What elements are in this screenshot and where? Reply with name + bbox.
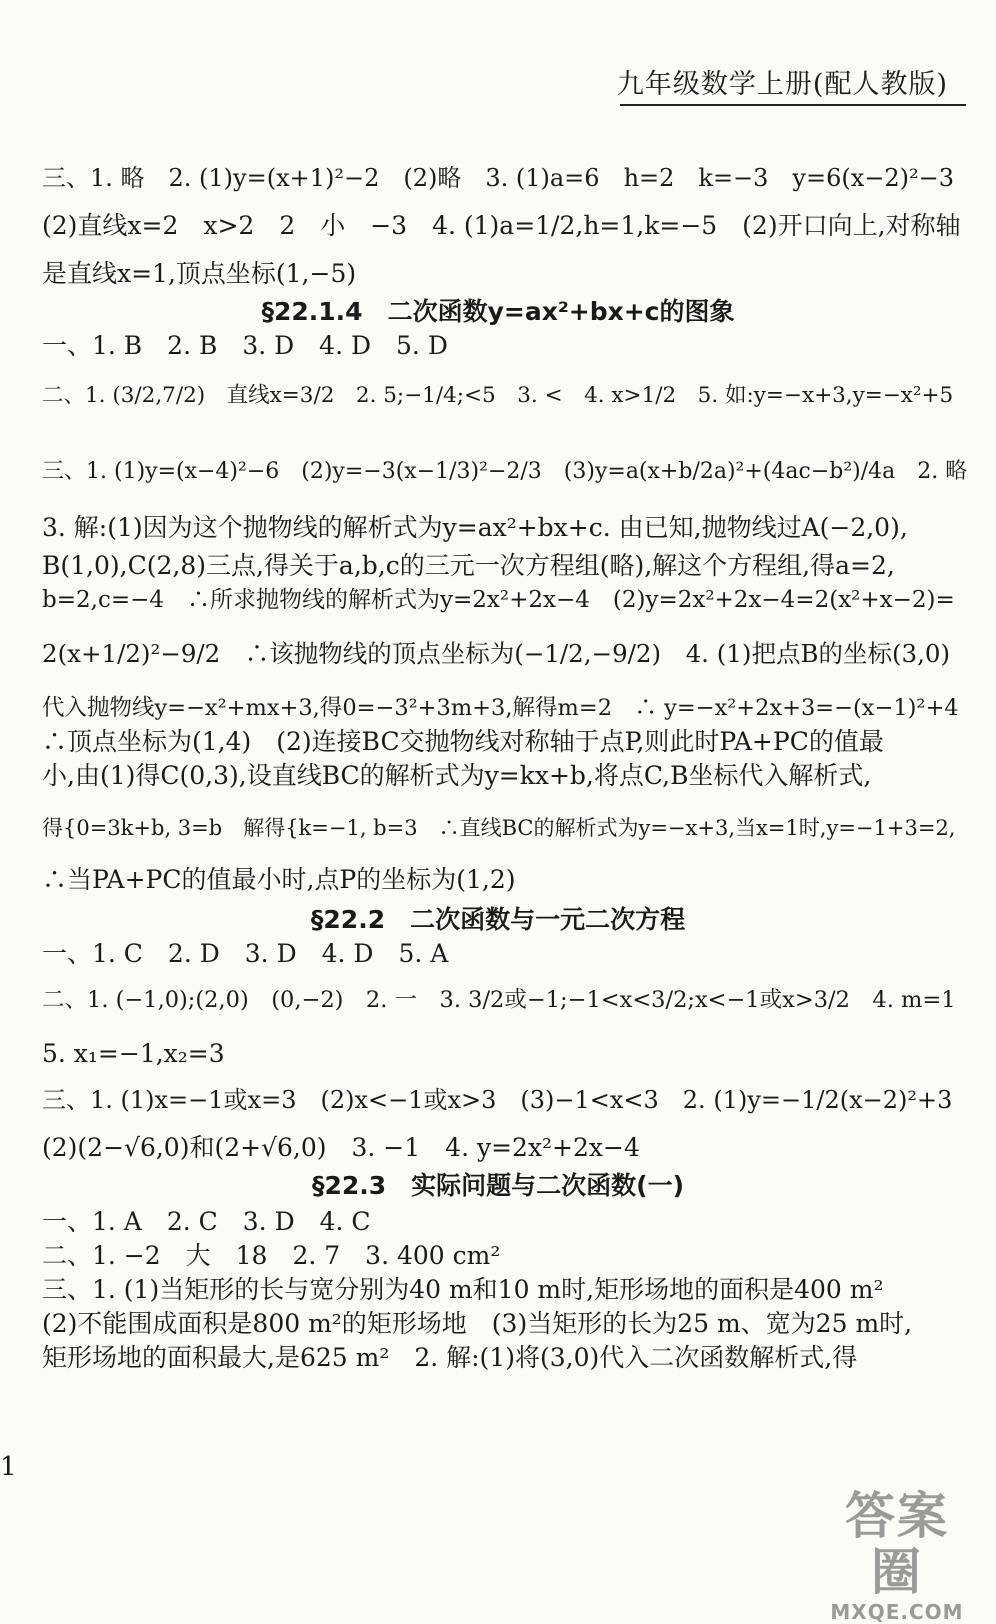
answer-line: 三、1. (1)y=(x−4)²−6 (2)y=−3(x−1/3)²−2/3 (3)y=a(x+b/2a)²+(4ac−b²)/4a 2. 略 — [42, 459, 968, 484]
answer-line: 2(x+1/2)²−9/2 ∴该抛物线的顶点坐标为(−1/2,−9/2) 4. (1)把点B的坐标(3,0) — [42, 639, 951, 668]
answer-line: 得{0=3k+b, 3=b 解得{k=−1, b=3 ∴直线BC的解析式为y=−x+3,当x=1时,y=−1+3=2, — [42, 816, 956, 840]
answer-line: 三、1. 略 2. (1)y=(x+1)²−2 (2)略 3. (1)a=6 h=2 k=−3 y=6(x−2)²−3 — [42, 164, 955, 192]
answer-line: ∴顶点坐标为(1,4) (2)连接BC交抛物线对称轴于点P,则此时PA+PC的值最 — [42, 727, 884, 756]
answer-line: 小,由(1)得C(0,3),设直线BC的解析式为y=kx+b,将点C,B坐标代入解析式, — [42, 761, 872, 790]
answer-line: 一、1. C 2. D 3. D 4. D 5. A — [42, 939, 449, 968]
answer-line: b=2,c=−4 ∴所求抛物线的解析式为y=2x²+2x−4 (2)y=2x²+2x−4=2(x²+x−2)= — [42, 587, 955, 613]
answer-line: 5. x₁=−1,x₂=3 — [42, 1039, 225, 1068]
watermark-url: MXQE.COM — [830, 1600, 964, 1624]
answer-line: 矩形场地的面积最大,是625 m² 2. 解:(1)将(3,0)代入二次函数解析式,得 — [42, 1343, 858, 1372]
answer-line: B(1,0),C(2,8)三点,得关于a,b,c的三元一次方程组(略),解这个方程组,得a=2, — [42, 551, 895, 580]
watermark-logo — [822, 1487, 972, 1624]
page-number: 1 — [0, 1452, 17, 1482]
answer-line: 一、1. A 2. C 3. D 4. C — [42, 1207, 371, 1236]
answer-line: 二、1. −2 大 18 2. 7 3. 400 cm² — [42, 1241, 501, 1270]
answer-line: (2)直线x=2 x>2 2 小 −3 4. (1)a=1/2,h=1,k=−5 (2)开口向上,对称轴 — [42, 211, 961, 240]
answer-line: ∴当PA+PC的值最小时,点P的坐标为(1,2) — [42, 865, 516, 894]
section-title: §22.1.4 二次函数y=ax²+bx+c的图象 — [261, 297, 735, 326]
answer-line: 三、1. (1)x=−1或x=3 (2)x<−1或x>3 (3)−1<x<3 2. (1)y=−1/2(x−2)²+3 — [42, 1086, 953, 1114]
section-title: §22.3 实际问题与二次函数(一) — [311, 1171, 685, 1200]
answer-line: 代入抛物线y=−x²+mx+3,得0=−3²+3m+3,解得m=2 ∴ y=−x²+2x+3=−(x−1)²+4 — [42, 695, 959, 721]
answer-line: (2)不能围成面积是800 m²的矩形场地 (3)当矩形的长为25 m、宽为25 m时, — [42, 1309, 913, 1338]
answer-line: 三、1. (1)当矩形的长与宽分别为40 m和10 m时,矩形场地的面积是400 m² — [42, 1275, 884, 1304]
section-title: §22.2 二次函数与一元二次方程 — [310, 905, 686, 934]
answer-line: 一、1. B 2. B 3. D 4. D 5. D — [42, 331, 448, 360]
answer-line: (2)(2−√6,0)和(2+√6,0) 3. −1 4. y=2x²+2x−4 — [42, 1133, 640, 1162]
answer-line: 二、1. (3/2,7/2) 直线x=3/2 2. 5;−1/4;<5 3. < 4. x>1/2 5. 如:y=−x+3,y=−x²+5 — [42, 383, 954, 408]
answer-line: 3. 解:(1)因为这个抛物线的解析式为y=ax²+bx+c. 由已知,抛物线过A(−2,0), — [42, 513, 908, 542]
running-header: 九年级数学上册(配人教版) — [616, 69, 948, 100]
answer-line: 二、1. (−1,0);(2,0) (0,−2) 2. 一 3. 3/2或−1;−1<x<3/2;x<−1或x>3/2 4. m=1 — [42, 987, 956, 1013]
watermark-main: 答案圈 — [845, 1487, 949, 1601]
header-rule — [620, 104, 966, 106]
answer-line: 是直线x=1,顶点坐标(1,−5) — [42, 259, 357, 288]
